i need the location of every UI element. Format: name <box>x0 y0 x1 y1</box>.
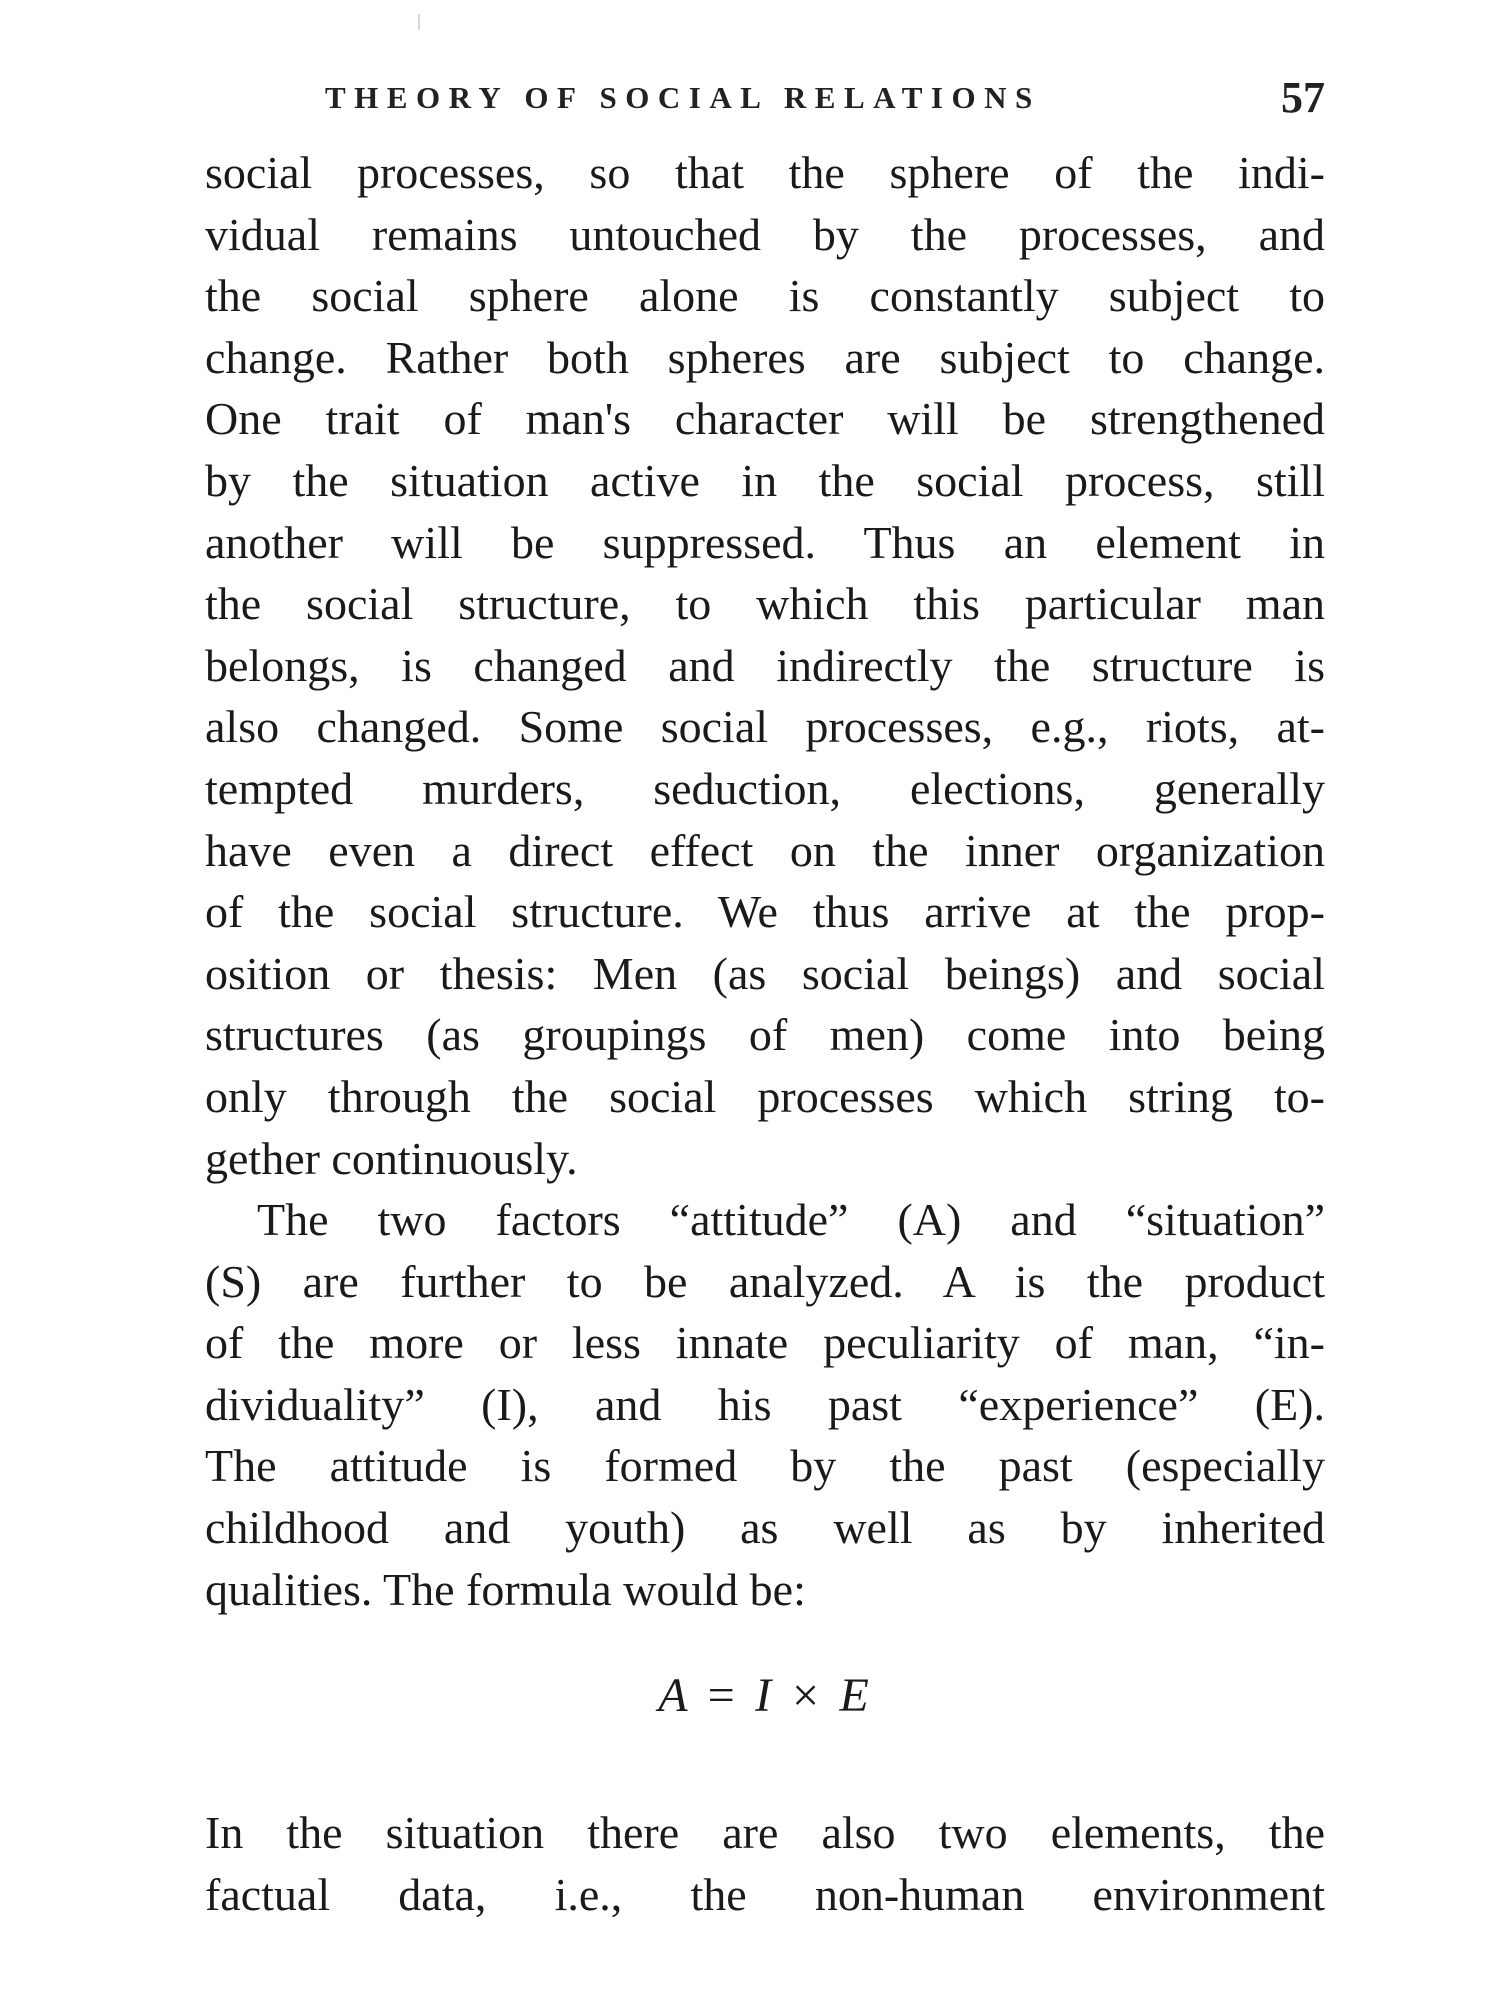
formula: A = I × E <box>658 1669 872 1722</box>
text-line: another will be suppressed. Thus an element in <box>205 516 1325 568</box>
text-line: qualities. The formula would be: <box>205 1563 806 1615</box>
running-head <box>205 72 1325 132</box>
text-line: vidual remains untouched by the processes, and <box>205 208 1325 260</box>
body-text <box>205 142 1325 1620</box>
text-line: the social sphere alone is constantly subject to <box>205 270 1325 322</box>
text-line: of the social structure. We thus arrive at the prop- <box>205 886 1325 938</box>
text-line: the social structure, to which this particular man <box>205 578 1325 630</box>
text-line: by the situation active in the social process, still <box>205 454 1325 506</box>
text-line: of the more or less innate peculiarity of man, “in- <box>205 1317 1325 1369</box>
text-line: dividuality” (I), and his past “experience” (E). <box>205 1378 1325 1430</box>
scan-mark <box>418 14 420 30</box>
text-line: gether continuously. <box>205 1132 578 1184</box>
text-line: (S) are further to be analyzed. A is the product <box>205 1255 1325 1307</box>
text-line: childhood and youth) as well as by inherited <box>205 1502 1325 1554</box>
text-line: change. Rather both spheres are subject to change. <box>205 331 1325 383</box>
text-line: factual data, i.e., the non-human environment <box>205 1868 1325 1920</box>
text-line: osition or thesis: Men (as social beings) and social <box>205 947 1325 999</box>
text-line: The attitude is formed by the past (especially <box>205 1440 1325 1492</box>
body-text-continued <box>205 1802 1325 1925</box>
text-line: only through the social processes which string to- <box>205 1070 1325 1122</box>
text-line: In the situation there are also two elements, the <box>205 1807 1325 1858</box>
text-line: have even a direct effect on the inner organization <box>205 824 1325 876</box>
text-line: tempted murders, seduction, elections, generally <box>205 762 1325 814</box>
text-line: One trait of man's character will be strengthened <box>205 393 1325 445</box>
text-line: belongs, is changed and indirectly the structure is <box>205 639 1325 691</box>
text-line: structures (as groupings of men) come into being <box>205 1009 1325 1061</box>
page-number: 57 <box>1281 73 1325 122</box>
text-line: The two factors “attitude” (A) and “situation” <box>257 1194 1325 1246</box>
text-line: also changed. Some social processes, e.g., riots, at- <box>205 701 1325 753</box>
text-line: social processes, so that the sphere of the indi- <box>205 147 1325 198</box>
running-title: THEORY OF SOCIAL RELATIONS <box>325 80 1041 115</box>
